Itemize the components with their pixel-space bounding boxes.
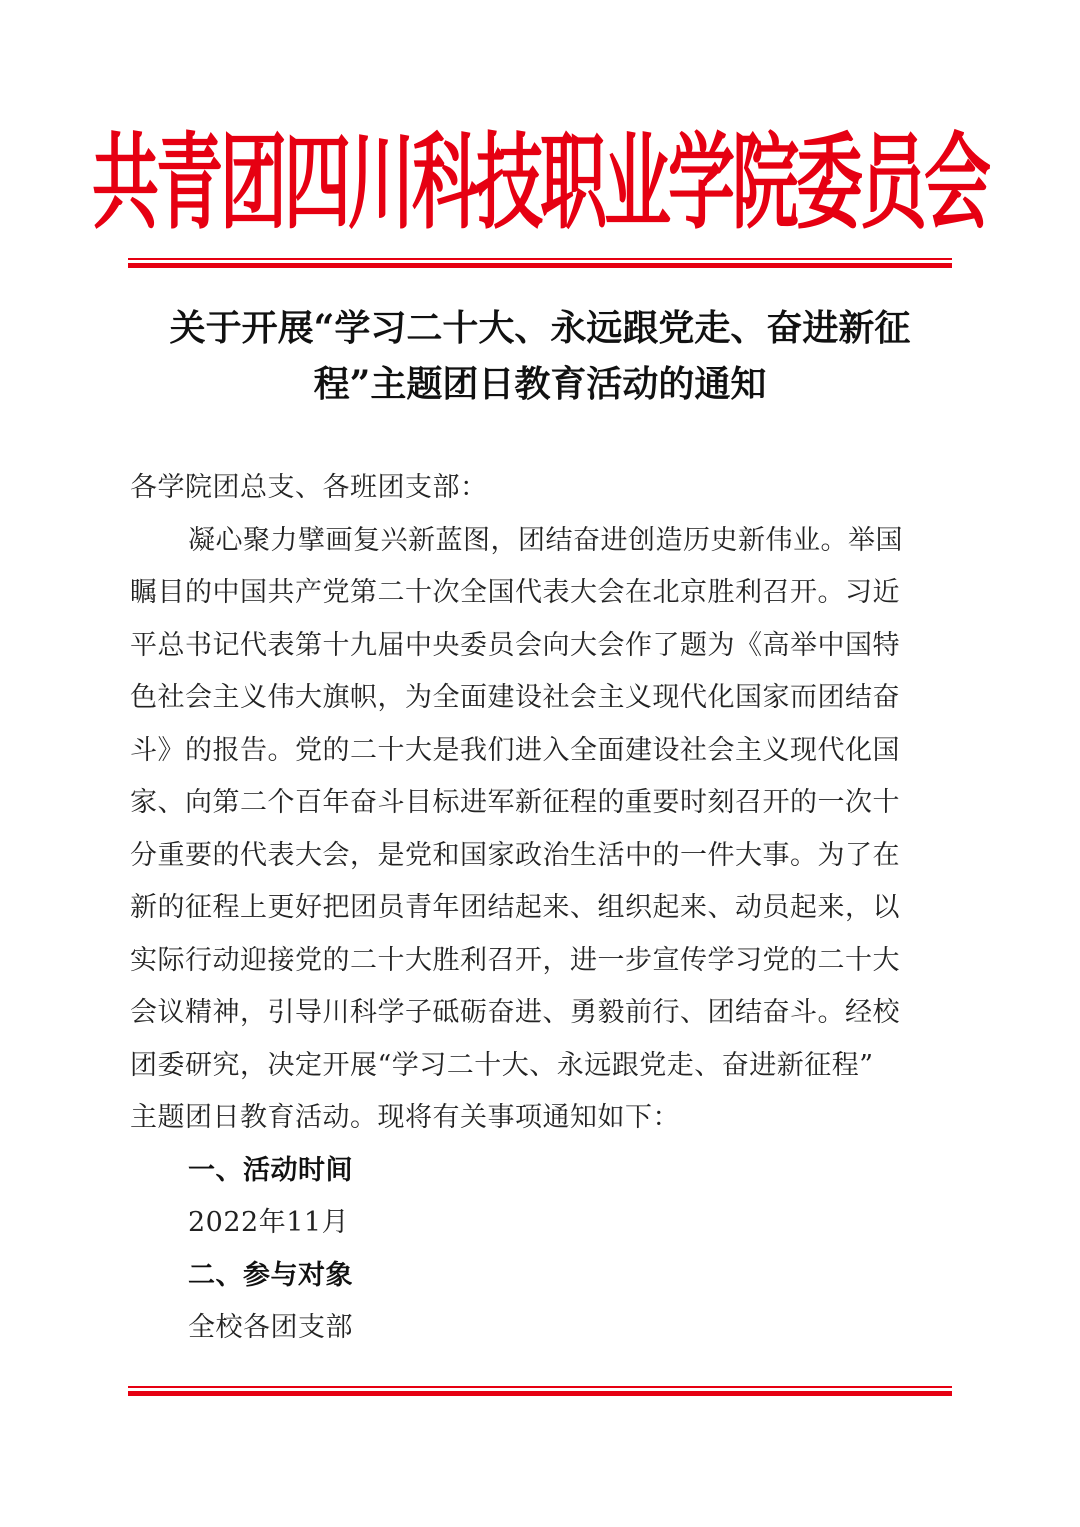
paragraph-line: 新的征程上更好把团员青年团结起来、组织起来、动员起来，以	[130, 892, 900, 923]
title-line-1: 关于开展“学习二十大、永远跟党走、奋进新征	[169, 307, 911, 349]
divider-thin-line	[128, 258, 952, 260]
paragraph-line: 平总书记代表第十九届中央委员会向大会作了题为《高举中国特	[130, 629, 900, 661]
paragraph-line: 分重要的代表大会，是党和国家政治生活中的一件大事。为了在	[130, 839, 900, 871]
paragraph-line: 团委研究，决定开展“学习二十大、永远跟党走、奋进新征程”	[130, 1049, 874, 1081]
section-content-activity-time: 2022年11月	[188, 1207, 350, 1238]
document-body	[130, 462, 952, 1355]
paragraph-line: 家、向第二个百年奋斗目标进军新征程的重要时刻召开的一次十	[130, 787, 900, 818]
paragraph-line: 斗》的报告。党的二十大是我们进入全面建设社会主义现代化国	[130, 734, 900, 766]
organization-name: 共青团四川科技职业学院委员会	[92, 121, 988, 243]
footer-divider	[128, 1386, 952, 1396]
letterhead-divider	[128, 258, 952, 268]
section-heading-activity-time: 一、活动时间	[188, 1154, 353, 1186]
divider-thin-line	[128, 1386, 952, 1388]
paragraph-line: 主题团日教育活动。现将有关事项通知如下：	[130, 1102, 680, 1133]
paragraph-line: 色社会主义伟大旗帜，为全面建设社会主义现代化国家而团结奋	[130, 682, 900, 713]
document-title	[128, 300, 952, 412]
divider-thick-line	[128, 263, 952, 268]
divider-thick-line	[128, 1391, 952, 1396]
paragraph-line: 会议精神，引导川科学子砥砺奋进、勇毅前行、团结奋斗。经校	[130, 997, 900, 1028]
paragraph-line: 瞩目的中国共产党第二十次全国代表大会在北京胜利召开。习近	[130, 577, 900, 608]
section-content-participants: 全校各团支部	[188, 1312, 353, 1343]
salutation: 各学院团总支、各班团支部：	[130, 472, 488, 503]
title-line-2: 程”主题团日教育活动的通知	[313, 363, 767, 405]
paragraph-line: 实际行动迎接党的二十大胜利召开，进一步宣传学习党的二十大	[130, 944, 900, 976]
paragraph-line: 凝心聚力擘画复兴新蓝图，团结奋进创造历史新伟业。举国	[188, 524, 903, 556]
section-heading-participants: 二、参与对象	[188, 1259, 353, 1291]
letterhead	[92, 118, 988, 248]
